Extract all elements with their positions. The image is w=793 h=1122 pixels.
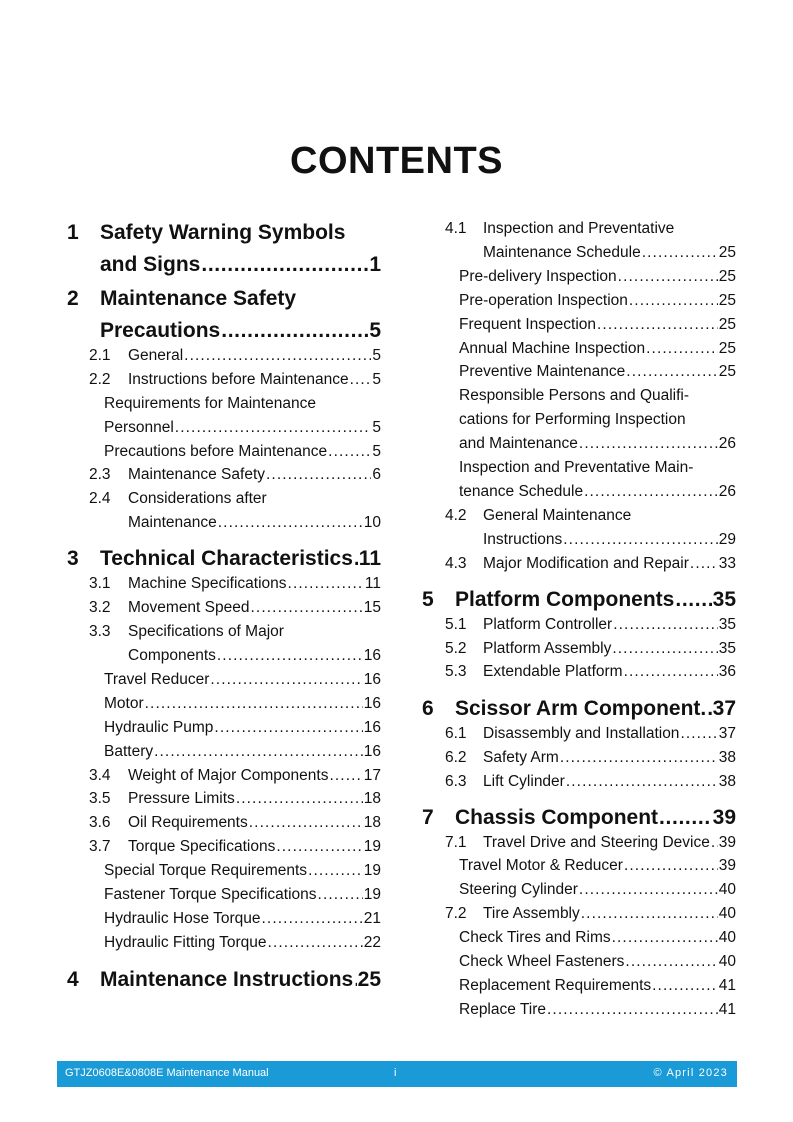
toc-leader-dots xyxy=(579,881,718,899)
toc-entry-number: 7.1 xyxy=(445,834,467,851)
toc-entry-title: Check Tires and Rims xyxy=(459,929,611,946)
toc-leader-dots xyxy=(612,640,717,658)
toc-leader-dots xyxy=(626,363,717,381)
toc-leader-dots xyxy=(642,244,718,262)
toc-entry-title: Platform Components xyxy=(455,588,675,611)
toc-page-number: 25 xyxy=(357,968,381,991)
toc-entry[interactable] xyxy=(483,749,736,769)
toc-entry-number: 6.3 xyxy=(445,773,467,790)
toc-leader-dots xyxy=(547,1001,718,1019)
toc-entry-title: Replace Tire xyxy=(459,1001,547,1018)
toc-entry-number: 3.5 xyxy=(89,790,111,807)
toc-entry-number: 6 xyxy=(422,697,434,720)
toc-leader-dots xyxy=(579,435,718,453)
toc-entry[interactable] xyxy=(459,953,736,973)
toc-entry[interactable] xyxy=(483,244,736,264)
toc-chapter-entry[interactable] xyxy=(455,588,736,616)
toc-leader-dots xyxy=(581,905,718,923)
toc-entry[interactable] xyxy=(483,905,736,925)
toc-entry-title: Battery xyxy=(104,743,154,760)
toc-entry-title: Specifications of Major xyxy=(128,623,284,640)
toc-entry-number: 3.2 xyxy=(89,599,111,616)
toc-entry-title: Travel Motor & Reducer xyxy=(459,857,623,874)
toc-entry-title: Components xyxy=(128,647,216,664)
toc-leader-dots xyxy=(675,588,711,612)
toc-page-number: 35 xyxy=(718,616,736,633)
toc-entry[interactable] xyxy=(459,340,736,360)
page-title: CONTENTS xyxy=(290,140,503,182)
toc-entry-title: and Signs xyxy=(100,253,201,276)
toc-entry-number: 4.1 xyxy=(445,220,467,237)
toc-entry-title: Torque Specifications xyxy=(128,838,276,855)
toc-page-number: 1 xyxy=(369,253,381,276)
toc-entry-title: Preventive Maintenance xyxy=(459,363,626,380)
toc-leader-dots xyxy=(566,773,718,791)
toc-page-number: 5 xyxy=(372,419,381,436)
toc-chapter-entry[interactable] xyxy=(455,697,736,725)
toc-page-number: 25 xyxy=(718,340,736,357)
toc-page-number: 10 xyxy=(363,514,381,531)
toc-entry-title: Special Torque Requirements xyxy=(104,862,308,879)
toc-page-number: 41 xyxy=(718,1001,736,1018)
toc-entry-number: 3.4 xyxy=(89,767,111,784)
toc-leader-dots xyxy=(624,857,718,875)
toc-entry-title: Maintenance Instructions xyxy=(100,968,354,991)
toc-entry[interactable] xyxy=(459,459,693,479)
toc-entry-title: Responsible Persons and Qualifi- xyxy=(459,387,690,404)
toc-entry[interactable] xyxy=(459,435,736,455)
toc-leader-dots xyxy=(584,483,718,501)
toc-page-number: 17 xyxy=(363,767,381,784)
toc-entry[interactable] xyxy=(483,220,674,240)
toc-leader-dots xyxy=(625,953,717,971)
toc-page-number: 25 xyxy=(718,292,736,309)
toc-entry-number: 2.3 xyxy=(89,466,111,483)
toc-entry-number: 2.2 xyxy=(89,371,111,388)
toc-page-number: 41 xyxy=(718,977,736,994)
toc-leader-dots xyxy=(646,340,718,358)
toc-page-number: 25 xyxy=(718,268,736,285)
toc-entry-title: Weight of Major Components xyxy=(128,767,329,784)
toc-page-number: 5 xyxy=(372,443,381,460)
toc-entry-title: Precautions before Maintenance xyxy=(104,443,328,460)
toc-page-number: 5 xyxy=(369,319,381,342)
toc-leader-dots xyxy=(652,977,718,995)
toc-page-number: 38 xyxy=(718,773,736,790)
toc-entry[interactable] xyxy=(459,929,736,949)
toc-page-number: 29 xyxy=(718,531,736,548)
toc-entry[interactable] xyxy=(483,555,736,575)
toc-page-number: 39 xyxy=(718,857,736,874)
toc-page-number: 11 xyxy=(364,575,381,592)
toc-entry-number: 7 xyxy=(422,806,434,829)
toc-entry-number: 3.1 xyxy=(89,575,111,592)
toc-entry-number: 6.1 xyxy=(445,725,467,742)
toc-entry-number: 2.1 xyxy=(89,347,111,364)
toc-entry-title: Maintenance xyxy=(128,514,217,531)
toc-page-number: 16 xyxy=(363,743,381,760)
toc-entry[interactable] xyxy=(483,616,736,636)
toc-page-number: 19 xyxy=(363,838,381,855)
toc-page-number: 40 xyxy=(718,905,736,922)
toc-entry-number: 4.2 xyxy=(445,507,467,524)
toc-page-number: 19 xyxy=(363,886,381,903)
toc-entry-title: Chassis Component xyxy=(455,806,659,829)
toc-entry[interactable] xyxy=(459,483,736,503)
toc-page-number: 35 xyxy=(718,640,736,657)
toc-page-number: 16 xyxy=(363,647,381,664)
toc-entry-title: cations for Performing Inspection xyxy=(459,411,686,428)
toc-entry-title: Tire Assembly xyxy=(483,905,580,922)
toc-page-number: 25 xyxy=(718,363,736,380)
toc-page-number: 21 xyxy=(363,910,381,927)
toc-leader-dots xyxy=(612,929,718,947)
toc-entry-title: Fastener Torque Specifications xyxy=(104,886,317,903)
toc-entry-number: 4.3 xyxy=(445,555,467,572)
toc-leader-dots xyxy=(597,316,718,334)
toc-page-number: 18 xyxy=(363,790,381,807)
toc-page-number: 22 xyxy=(363,934,381,951)
toc-entry-title: Technical Characteristics xyxy=(100,547,353,570)
toc-entry[interactable] xyxy=(483,507,631,527)
toc-entry-title: Pressure Limits xyxy=(128,790,235,807)
footer-manual-title: GTJZ0608E&0808E Maintenance Manual xyxy=(65,1067,269,1079)
toc-entry-title: Platform Assembly xyxy=(483,640,612,657)
toc-page-number: 40 xyxy=(718,929,736,946)
toc-entry[interactable] xyxy=(483,531,736,551)
toc-entry[interactable] xyxy=(459,292,736,312)
toc-entry-title: Disassembly and Installation xyxy=(483,725,680,742)
toc-leader-dots xyxy=(707,697,711,721)
toc-entry[interactable] xyxy=(459,363,736,383)
toc-entry-title: Hydraulic Hose Torque xyxy=(104,910,261,927)
toc-entry[interactable] xyxy=(459,316,736,336)
toc-page-number: 5 xyxy=(372,371,381,388)
toc-entry-title: General xyxy=(128,347,184,364)
toc-entry[interactable] xyxy=(483,663,736,683)
toc-entry-title: Instructions before Maintenance xyxy=(128,371,349,388)
toc-entry-title: Maintenance Safety xyxy=(128,466,266,483)
toc-page-number: 19 xyxy=(363,862,381,879)
toc-page-number: 16 xyxy=(363,695,381,712)
toc-leader-dots xyxy=(711,834,718,852)
toc-entry-number: 4 xyxy=(67,968,79,991)
toc-leader-dots xyxy=(629,292,718,310)
toc-page-number: 26 xyxy=(718,483,736,500)
toc-entry[interactable] xyxy=(459,387,689,407)
toc-entry[interactable] xyxy=(459,881,736,901)
toc-entry-number: 2.4 xyxy=(89,490,111,507)
toc-entry-title: Inspection and Preventative xyxy=(483,220,675,237)
toc-leader-dots xyxy=(560,749,718,767)
toc-entry-title: Replacement Requirements xyxy=(459,977,652,994)
toc-page-number: 37 xyxy=(718,725,736,742)
toc-leader-dots xyxy=(618,268,718,286)
toc-page-number: 25 xyxy=(718,244,736,261)
toc-page-number: 40 xyxy=(718,881,736,898)
toc-leader-dots xyxy=(659,806,712,830)
toc-entry-title: Personnel xyxy=(104,419,174,436)
toc-page-number: 39 xyxy=(718,834,736,851)
toc-entry-number: 3.7 xyxy=(89,838,111,855)
toc-page-number: 38 xyxy=(718,749,736,766)
toc-entry-title: General Maintenance xyxy=(483,507,632,524)
toc-leader-dots xyxy=(624,663,718,681)
toc-entry[interactable] xyxy=(483,640,736,660)
toc-entry-title: Instructions xyxy=(483,531,563,548)
toc-entry[interactable] xyxy=(483,725,736,745)
toc-page-number: 39 xyxy=(712,806,736,829)
toc-entry-title: Hydraulic Pump xyxy=(104,719,214,736)
toc-entry-number: 1 xyxy=(67,221,79,244)
toc-entry-title: Machine Specifications xyxy=(128,575,287,592)
toc-entry[interactable] xyxy=(459,977,736,997)
toc-entry[interactable] xyxy=(459,1001,736,1021)
toc-entry-title: Lift Cylinder xyxy=(483,773,565,790)
toc-entry[interactable] xyxy=(483,834,736,854)
toc-entry-title: Annual Machine Inspection xyxy=(459,340,646,357)
toc-entry-title: Travel Drive and Steering Device xyxy=(483,834,710,851)
toc-entry-number: 5.3 xyxy=(445,663,467,680)
toc-entry[interactable] xyxy=(459,411,686,431)
toc-entry-title: tenance Schedule xyxy=(459,483,584,500)
toc-entry-title: Platform Controller xyxy=(483,616,613,633)
toc-entry-title: Oil Requirements xyxy=(128,814,248,831)
toc-page-number: 16 xyxy=(363,719,381,736)
toc-page-number: 25 xyxy=(718,316,736,333)
toc-entry-number: 7.2 xyxy=(445,905,467,922)
toc-leader-dots xyxy=(563,531,717,549)
toc-page-number: 5 xyxy=(372,347,381,364)
toc-entry-number: 3.6 xyxy=(89,814,111,831)
toc-entry-title: Major Modification and Repair xyxy=(483,555,689,572)
toc-entry-number: 5.1 xyxy=(445,616,467,633)
toc-entry-title: Scissor Arm Component. xyxy=(455,697,707,720)
toc-entry-title: Steering Cylinder xyxy=(459,881,578,898)
toc-entry-number: 5 xyxy=(422,588,434,611)
toc-entry-title: Safety Arm xyxy=(483,749,559,766)
toc-entry-title: Safety Warning Symbols xyxy=(100,221,346,244)
toc-entry-title: Requirements for Maintenance xyxy=(104,395,316,412)
footer-page-number: i xyxy=(394,1067,397,1079)
toc-page-number: 33 xyxy=(718,555,736,572)
page-footer xyxy=(57,1061,737,1087)
toc-entry-title: Hydraulic Fitting Torque xyxy=(104,934,267,951)
toc-entry-title: Check Wheel Fasteners xyxy=(459,953,625,970)
toc-leader-dots xyxy=(690,555,718,573)
toc-page-number: 36 xyxy=(718,663,736,680)
toc-entry[interactable] xyxy=(483,773,736,793)
toc-entry-title: Maintenance Safety xyxy=(100,287,297,310)
toc-entry-number: 2 xyxy=(67,287,79,310)
toc-page-number: 40 xyxy=(718,953,736,970)
toc-entry-number: 3 xyxy=(67,547,79,570)
toc-entry-title: Movement Speed xyxy=(128,599,250,616)
toc-page-number: 35 xyxy=(712,588,736,611)
toc-page-number: 16 xyxy=(363,671,381,688)
toc-page-number: 37 xyxy=(712,697,736,720)
footer-date: © April 2023 xyxy=(653,1067,728,1079)
toc-entry-number: 5.2 xyxy=(445,640,467,657)
toc-entry-title: Pre-delivery Inspection xyxy=(459,268,617,285)
toc-page-number: 15 xyxy=(363,599,381,616)
toc-page-number: 11 xyxy=(358,547,381,570)
toc-entry-title: Considerations after xyxy=(128,490,267,507)
toc-entry[interactable] xyxy=(459,857,736,877)
toc-entry-title: Motor xyxy=(104,695,144,712)
toc-entry-number: 3.3 xyxy=(89,623,111,640)
toc-entry[interactable] xyxy=(459,268,736,288)
toc-entry-title: Maintenance Schedule xyxy=(483,244,641,261)
toc-entry-title: Frequent Inspection xyxy=(459,316,597,333)
toc-leader-dots xyxy=(680,725,717,743)
toc-entry-title: Precautions xyxy=(100,319,221,342)
toc-entry-title: Pre-operation Inspection xyxy=(459,292,628,309)
toc-page-number: 26 xyxy=(718,435,736,452)
toc-entry-number: 6.2 xyxy=(445,749,467,766)
toc-entry-title: and Maintenance xyxy=(459,435,578,452)
toc-leader-dots xyxy=(613,616,718,634)
toc-page-number: 18 xyxy=(363,814,381,831)
toc-page-number: 6 xyxy=(372,466,381,483)
toc-chapter-entry[interactable] xyxy=(455,806,736,834)
toc-entry-title: Extendable Platform xyxy=(483,663,623,680)
toc-entry-title: Inspection and Preventative Main- xyxy=(459,459,694,476)
toc-entry-title: Travel Reducer xyxy=(104,671,210,688)
